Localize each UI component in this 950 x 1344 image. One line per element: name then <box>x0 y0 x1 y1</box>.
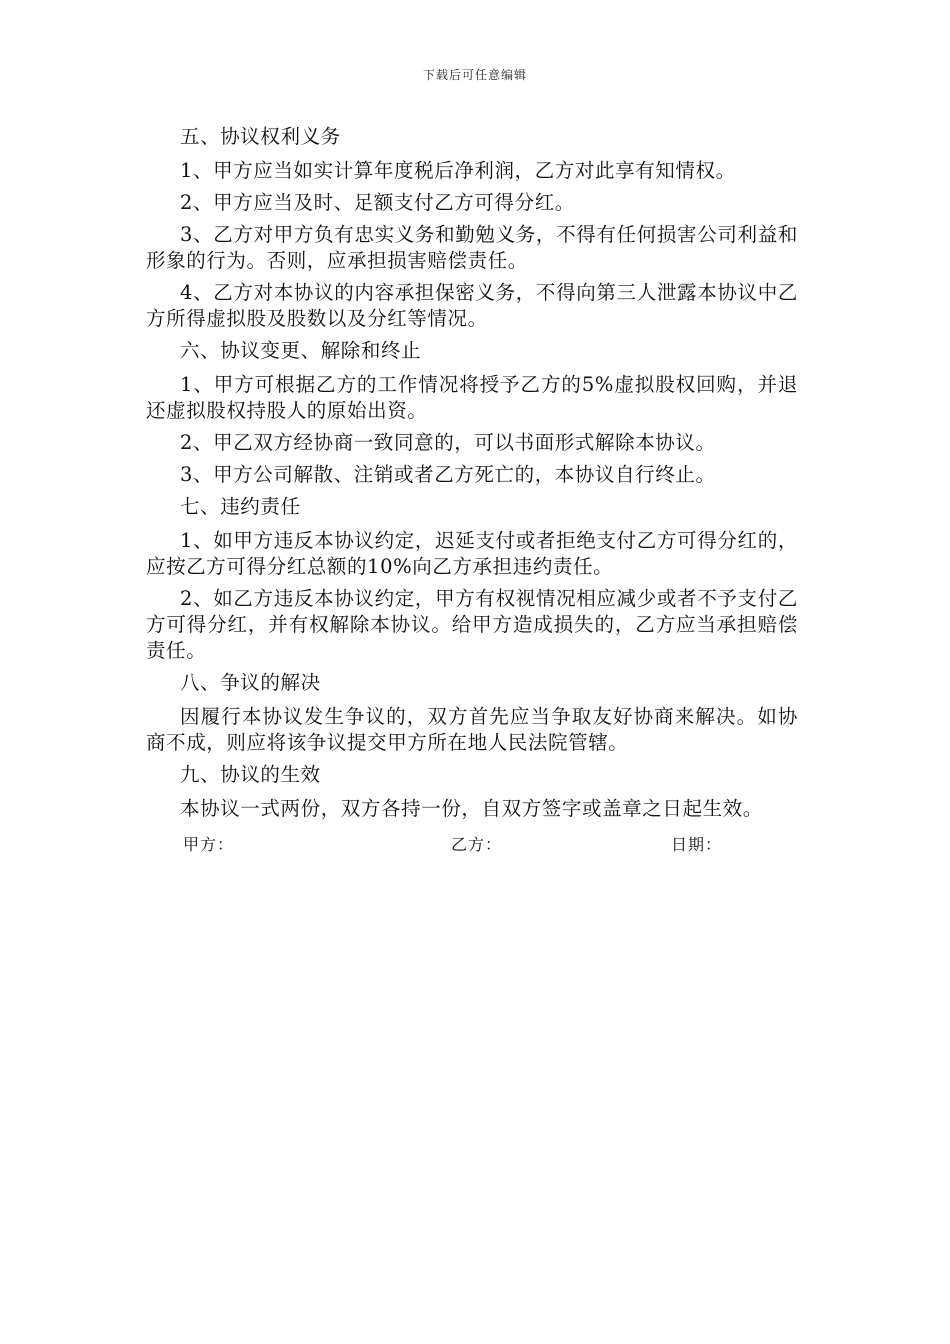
clause-5-2: 2、甲方应当及时、足额支付乙方可得分红。 <box>180 191 575 214</box>
section-heading-breach: 七、违约责任 <box>180 495 301 518</box>
clause-6-1: 1、甲方可根据乙方的工作情况将授予乙方的5%虚拟股权回购，并退还虚拟股权持股人的原始出资。 <box>146 373 798 422</box>
clause-6-3: 3、甲方公司解散、注销或者乙方死亡的，本协议自行终止。 <box>180 463 716 486</box>
section-heading-effect: 九、协议的生效 <box>180 763 321 786</box>
agreement-body <box>146 124 798 858</box>
signature-date: 日期： <box>671 835 723 854</box>
clause-7-1: 1、如甲方违反本协议约定，迟延支付或者拒绝支付乙方可得分红的，应按乙方可得分红总额的10%向乙方承担违约责任。 <box>146 529 798 578</box>
clause-5-1: 1、甲方应当如实计算年度税后净利润，乙方对此享有知情权。 <box>180 159 736 182</box>
header-note: 下载后可任意编辑 <box>422 68 527 82</box>
clause-5-3: 3、乙方对甲方负有忠实义务和勤勉义务，不得有任何损害公司利益和形象的行为。否则，应承担损害赔偿责任。 <box>146 223 798 272</box>
section-heading-dispute: 八、争议的解决 <box>180 671 321 694</box>
clause-5-4: 4、乙方对本协议的内容承担保密义务，不得向第三人泄露本协议中乙方所得虚拟股及股数以及分红等情况。 <box>146 281 798 330</box>
signature-row <box>146 828 798 858</box>
signature-party-a: 甲方： <box>183 835 235 854</box>
clause-6-2: 2、甲乙双方经协商一致同意的，可以书面形式解除本协议。 <box>180 431 716 454</box>
clause-8: 因履行本协议发生争议的，双方首先应当争取友好协商来解决。如协商不成，则应将该争议提交甲方所在地人民法院管辖。 <box>146 705 798 754</box>
clause-9: 本协议一式两份，双方各持一份，自双方签字或盖章之日起生效。 <box>180 797 763 820</box>
section-heading-rights: 五、协议权利义务 <box>180 125 341 148</box>
section-heading-change: 六、协议变更、解除和终止 <box>180 339 422 362</box>
clause-7-2: 2、如乙方违反本协议约定，甲方有权视情况相应减少或者不予支付乙方可得分红，并有权解除本协议。给甲方造成损失的，乙方应当承担赔偿责任。 <box>146 587 798 662</box>
signature-party-b: 乙方： <box>451 835 503 854</box>
